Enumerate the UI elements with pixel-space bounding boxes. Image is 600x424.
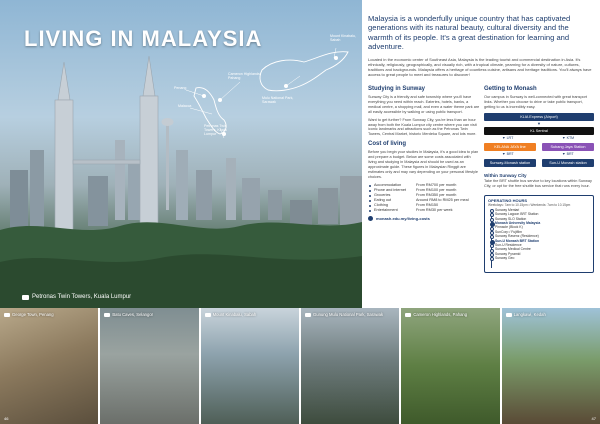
map-label: Malacca — [178, 104, 192, 108]
cost-heading: Cost of living — [368, 141, 406, 148]
intro-paragraph: Located in the economic center of Southeast Asia, Malaysia is the leading tourist and commercial destination in Asia. It's ethnically, religiously, geographically, and visually rich, with a tropical climate, yearning for a diversity of nature, cultures, traditions and backgrounds. Malaysia offers a heritage of countless cuisine, artisans and heritage traditions. You'll always have access to great people to meet and treasures to discover! — [368, 56, 592, 78]
camera-icon — [305, 313, 311, 317]
arrow-down-icon: ▼ — [537, 120, 541, 126]
sun-u-monash-station-box: Sun-U Monash station — [542, 159, 594, 167]
route-stop: Sunway Mentari — [485, 208, 593, 212]
intro-section — [368, 14, 594, 77]
cost-row: Groceries From RM350 per month — [368, 193, 480, 198]
lrt-line-box: KELANA JAYA line — [484, 143, 536, 151]
photo-gunung-mulu — [301, 308, 399, 424]
arrow-circle-icon — [368, 216, 373, 221]
studying-text-2: Want to get further? From Sunway City, you're less than an hour away from both the Kuala Lumpur city centre where you can visit iconic landmarks and attractions such as the Petronas Twin Towers, Central Market, historic Merdeka Square, and lots more. — [368, 117, 477, 137]
photo-caption: Langkawi, Kedah — [506, 312, 546, 317]
camera-icon — [4, 313, 10, 317]
route-stop: Sunway Ravenz (Residence) — [485, 234, 593, 238]
map-marker — [218, 98, 222, 102]
camera-icon — [22, 295, 29, 300]
operating-hours-box — [484, 195, 594, 273]
ktm-label: ▼ KTM — [562, 135, 575, 140]
photo-langkawi — [502, 308, 600, 424]
route-stop: Sunway Medical Centre — [485, 247, 593, 251]
intro-lead: Malaysia is a wonderfully unique country that has captivated generations with its natural beauty, cultural diversity and the warmth of its people. It's a great destination for learning and adventure. — [368, 14, 571, 52]
cost-row: Entertainment From RM30 per week — [368, 208, 480, 213]
route-stop: Pinnacle (Block K) — [485, 225, 593, 229]
route-stop: SunCorp / Fujifilm — [485, 230, 593, 234]
studying-heading: Studying in Sunway — [368, 86, 426, 92]
getting-heading: Getting to Monash — [484, 86, 537, 92]
page-number-left: 46 — [4, 416, 9, 421]
map-label: Penang — [174, 86, 187, 90]
ktm-station-box: Subang Jaya Station — [542, 143, 594, 151]
camera-icon — [104, 313, 110, 317]
map-marker — [284, 84, 288, 88]
cost-row: Phone and internet From RM100 per month — [368, 188, 480, 193]
page-title: LIVING IN MALAYSIA — [24, 26, 263, 51]
cost-text: Before you begin your studies in Malaysia, it's a good idea to plan and prepare a budget. Below are some costs associated with living and studying in Malaysia and should be used as an approximate guide. These figures in Malaysian Ringgit are estimates only and may vary depending on your personal lifestyle choices. — [368, 150, 479, 179]
photo-cameron-highlands — [401, 308, 499, 424]
cost-row: Accommodation From RM700 per month — [368, 183, 480, 188]
brt-label: ▼ BRT — [502, 151, 514, 156]
route-stop: Sun-U Residence — [485, 243, 593, 247]
hours-title: OPERATING HOURS — [488, 197, 528, 203]
within-sunway — [484, 173, 594, 192]
airport-box: KLIA Express (Airport) — [484, 113, 594, 121]
photo-caption: Mount Kinabalu, Sabah — [205, 312, 257, 317]
route-stop-main: Sun-U Monash BRT Station — [485, 239, 593, 243]
within-heading: Within Sunway City — [484, 172, 527, 178]
map-label: Petronas Twin Towers, Kuala Lumpur — [204, 124, 227, 136]
getting-column — [484, 86, 594, 261]
photo-caption: Cameron Highlands, Pahang — [405, 312, 467, 317]
living-costs-link[interactable]: monash.edu.my/living-costs — [368, 216, 480, 221]
map-marker — [334, 56, 338, 60]
hero-image — [0, 0, 362, 308]
photo-caption: Batu Caves, Selangor — [104, 312, 153, 317]
page-number-right: 47 — [591, 416, 596, 421]
camera-icon — [205, 313, 211, 317]
route-stop: Sunway SLO Station — [485, 217, 593, 221]
cost-list — [368, 183, 480, 213]
hours-subtitle: Weekdays: 7am to 10.15pm • Weekends: 7am to 10.15pm — [488, 202, 571, 207]
cost-row: Eating out Around RM8 to RM25 per meal — [368, 198, 480, 203]
photo-caption: Gunung Mulu National Park, Sarawak — [305, 312, 383, 317]
route-stop: Sunway Pyramid — [485, 252, 593, 256]
lrt-label: ▼ LRT — [502, 135, 514, 140]
camera-icon — [506, 313, 512, 317]
kl-sentral-box: KL Sentral — [484, 127, 594, 135]
route-stop: Sunway Lagoon BRT Station — [485, 212, 593, 216]
within-text: Take the BRT shuttle bus service to key locations within Sunway City, or opt for the free shuttle bus service that runs every hour. — [484, 178, 592, 188]
photo-mount-kinabalu — [201, 308, 299, 424]
map-label: Mount Kinabalu, Sabah — [330, 34, 356, 42]
photo-caption: Petronas Twin Towers, Kuala Lumpur — [22, 294, 131, 300]
camera-icon — [405, 313, 411, 317]
route-stop-main: Monash University Malaysia — [485, 221, 593, 225]
map-marker — [202, 94, 206, 98]
route-stop: Sunway Geo — [485, 256, 593, 260]
studying-column — [368, 86, 480, 221]
getting-text: Our campus in Sunway is well-connected with great transport links. Whether you choose to drive or take public transport, getting to us is incredibly easy. — [484, 95, 587, 109]
map-label: Mulu National Park, Sarawak — [262, 96, 294, 104]
brt-label: ▼ BRT — [562, 151, 574, 156]
photo-batu-caves — [100, 308, 198, 424]
photo-george-town — [0, 308, 98, 424]
cost-row: Clothing From RM150 — [368, 203, 480, 208]
photo-caption: George Town, Penang — [4, 312, 54, 317]
map-label: Cameron Highlands, Pahang — [228, 72, 261, 80]
photo-strip — [0, 308, 600, 424]
studying-text-1: Sunway City is a friendly and safe township where you'll have everything you need within reach. Eateries, hotels, banks, a medical centre, a shopping mall, and even a water theme park are all easily accessible by walking or using public transport. — [368, 95, 480, 114]
sunway-monash-station-box: Sunway-Monash station — [484, 159, 536, 167]
